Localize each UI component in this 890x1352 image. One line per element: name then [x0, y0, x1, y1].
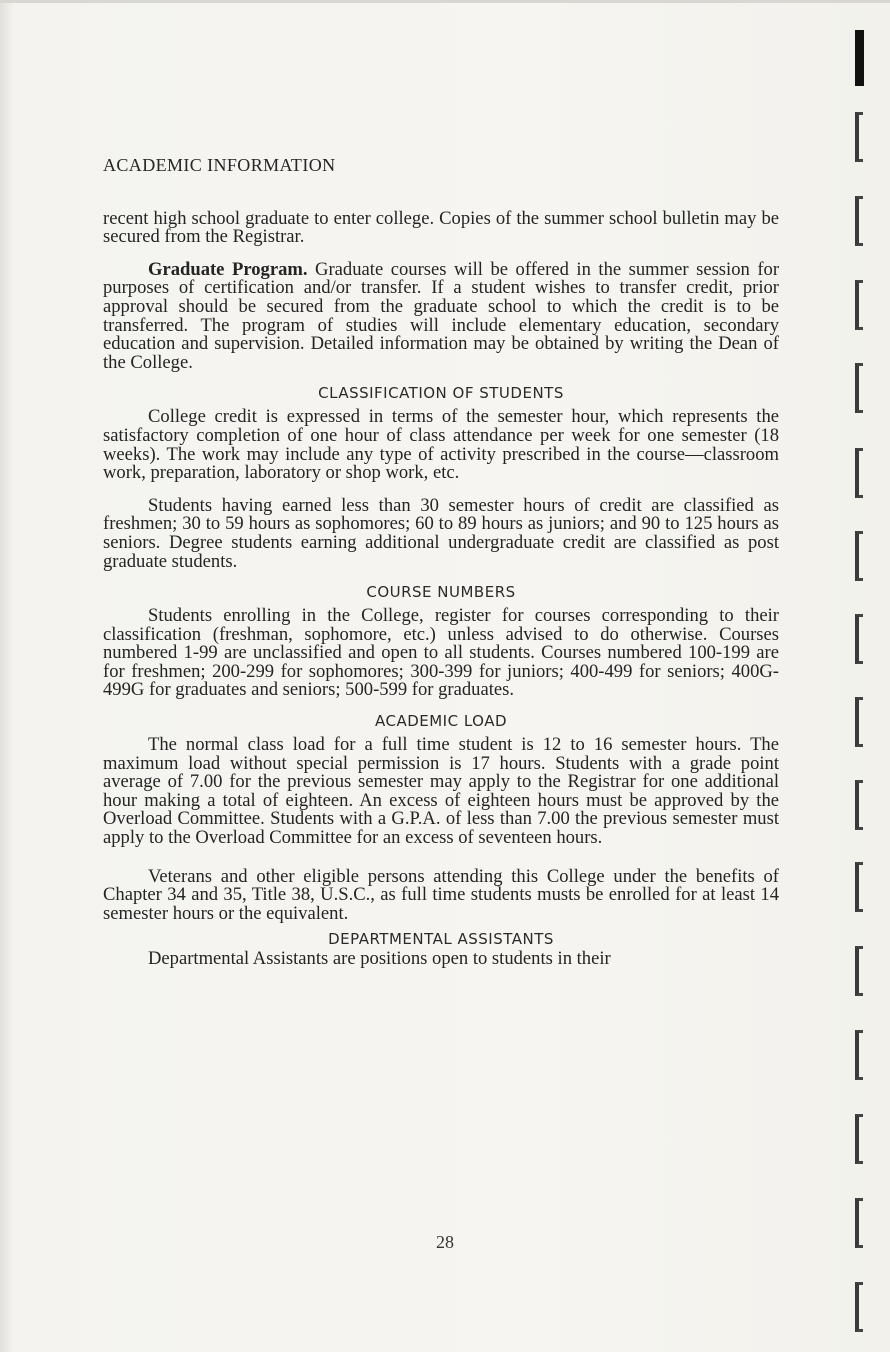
graduate-program-heading: Graduate Program. [148, 258, 308, 280]
thumb-tab [855, 780, 863, 830]
thumb-tab [855, 1114, 863, 1164]
departmental-assistants-heading: DEPARTMENTAL ASSISTANTS [328, 930, 554, 949]
thumb-tab [855, 1282, 863, 1332]
thumb-tab [855, 1198, 863, 1248]
thumb-tab [855, 363, 863, 413]
page-top-edge [0, 0, 890, 3]
academic-load-paragraph-1: The normal class load for a full time student is 12 to 16 semester hours. The maximum load without special permission is 17 hours. Students with a grade point average of 7.00 for the previous semester may apply to the Registrar for one additional hour making a total of eighteen. An excess of eighteen hours must be approved by the Overload Committee. Students with a G.P.A. of less than 7.00 the previous semester must apply to the Overload Committee for an excess of seventeen hours. [103, 734, 779, 849]
thumb-tab [855, 30, 864, 86]
thumb-tab [855, 531, 863, 581]
thumb-index-tabs [850, 0, 890, 1352]
thumb-tab [855, 448, 863, 498]
classification-paragraph-1: College credit is expressed in terms of the semester hour, which represents the satisfactory completion of one hour of class attendance per week for one semester (18 weeks). The work may include any type of activity prescribed in the course—classroom work, preparation, laboratory or shop work, etc. [103, 406, 779, 484]
academic-load-heading: ACADEMIC LOAD [374, 712, 508, 731]
running-head: ACADEMIC INFORMATION [103, 155, 336, 175]
intro-paragraph: recent high school graduate to enter college. Copies of the summer school bulletin may be secured from the Registrar. [103, 207, 779, 248]
thumb-tab [855, 946, 863, 996]
course-numbers-paragraph: Students enrolling in the College, register for courses corresponding to their classification (freshman, sophomore, etc.) unless advised to do otherwise. Courses numbered 1-99 are unclassified and open to all students. Courses numbered 100-199 are for freshmen; 200-299 for sophomores; 300-399 for juniors; 400-499 for seniors; 400G-499G for graduates and seniors; 500-599 for graduates. [103, 605, 779, 701]
graduate-program-text: Graduate courses will be offered in the summer session for purposes of certification and/or transfer. If a student wishes to transfer credit, prior approval should be secured from the graduate school to which the credit is to be transferred. The program of studies will include elementary education, secondary education and supervision. Detailed information may be obtained by writing the Dean of the College. [103, 258, 780, 373]
course-numbers-heading: COURSE NUMBERS [366, 583, 516, 602]
departmental-assistants-paragraph: Departmental Assistants are positions open to students in their [148, 948, 611, 970]
thumb-tab [855, 280, 863, 330]
page-body [103, 156, 779, 969]
thumb-tab [855, 862, 863, 912]
academic-load-paragraph-2: Veterans and other eligible persons attending this College under the benefits of Chapter 34 and 35, Title 38, U.S.C., as full time students musts be enrolled for at least 14 semester hours or the equivalent. [103, 865, 779, 924]
thumb-tab [855, 1030, 863, 1080]
classification-heading: CLASSIFICATION OF STUDENTS [318, 384, 564, 403]
thumb-tab [855, 112, 863, 162]
thumb-tab [855, 697, 863, 747]
classification-paragraph-2: Students having earned less than 30 semester hours of credit are classified as freshmen; 30 to 59 hours as sophomores; 60 to 89 hours as juniors; and 90 to 125 hours as seniors. Degree students earning additional undergraduate credit are classified as post graduate students. [103, 494, 779, 572]
graduate-program-paragraph [103, 258, 780, 373]
page-number: 28 [436, 1232, 454, 1252]
thumb-tab [855, 614, 863, 664]
thumb-tab [855, 196, 863, 246]
